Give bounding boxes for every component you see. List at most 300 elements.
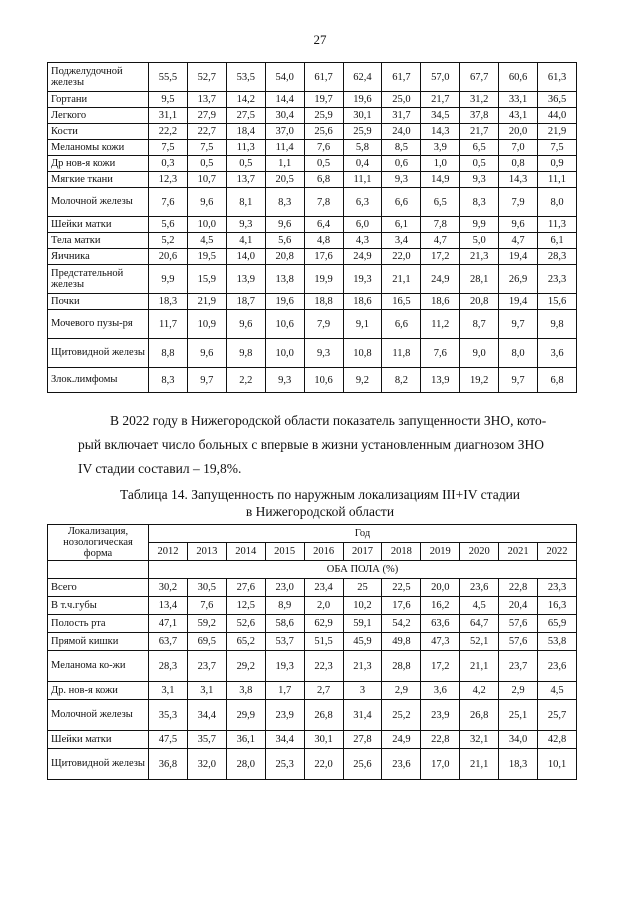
cell-value: 0,8 — [499, 156, 538, 172]
cell-value: 14,4 — [265, 92, 304, 108]
cell-value: 5,8 — [343, 140, 382, 156]
cell-value: 6,1 — [382, 217, 421, 233]
cell-value: 35,3 — [149, 700, 188, 731]
cell-value: 27,8 — [343, 731, 382, 749]
cell-value: 28,3 — [538, 249, 577, 265]
cell-value: 8,3 — [265, 188, 304, 217]
cell-value: 3,4 — [382, 233, 421, 249]
cell-value: 34,5 — [421, 108, 460, 124]
cell-value: 24,9 — [382, 731, 421, 749]
cell-value: 8,2 — [382, 368, 421, 393]
cell-value: 3,1 — [187, 682, 226, 700]
cell-value: 57,0 — [421, 63, 460, 92]
cell-value: 19,6 — [265, 294, 304, 310]
table-row — [48, 124, 577, 140]
cell-value: 24,9 — [421, 265, 460, 294]
cell-value: 7,6 — [421, 339, 460, 368]
cell-value: 8,3 — [149, 368, 188, 393]
cell-value: 19,6 — [343, 92, 382, 108]
cell-value: 25,0 — [382, 92, 421, 108]
cell-value: 12,5 — [226, 597, 265, 615]
cell-value: 18,3 — [149, 294, 188, 310]
cell-value: 52,6 — [226, 615, 265, 633]
cell-value: 14,0 — [226, 249, 265, 265]
year-header: 2021 — [499, 543, 538, 561]
cell-value: 5,6 — [265, 233, 304, 249]
cell-value: 18,3 — [499, 749, 538, 780]
table-row — [48, 108, 577, 124]
cell-value: 65,9 — [538, 615, 577, 633]
cell-value: 20,0 — [499, 124, 538, 140]
cell-value: 29,9 — [226, 700, 265, 731]
table-row — [48, 188, 577, 217]
cell-value: 27,5 — [226, 108, 265, 124]
cell-value: 6,3 — [343, 188, 382, 217]
cell-value: 9,3 — [460, 172, 499, 188]
table-external-sites-stage-3-4 — [47, 524, 577, 780]
cell-value: 9,1 — [343, 310, 382, 339]
cell-value: 34,4 — [265, 731, 304, 749]
cell-value: 60,6 — [499, 63, 538, 92]
row-label: Мягкие ткани — [48, 172, 149, 188]
table-row — [48, 749, 577, 780]
cell-value: 28,1 — [460, 265, 499, 294]
cell-value: 15,9 — [187, 265, 226, 294]
cell-value: 3,9 — [421, 140, 460, 156]
cell-value: 20,4 — [499, 597, 538, 615]
row-label: Молочной железы — [48, 188, 149, 217]
cell-value: 30,4 — [265, 108, 304, 124]
cell-value: 23,6 — [538, 651, 577, 682]
row-label: Мочевого пузы-ря — [48, 310, 149, 339]
table-row — [48, 140, 577, 156]
row-label: Др нов-я кожи — [48, 156, 149, 172]
cell-value: 62,4 — [343, 63, 382, 92]
cell-value: 43,1 — [499, 108, 538, 124]
cell-value: 6,5 — [460, 140, 499, 156]
cell-value: 23,0 — [265, 579, 304, 597]
cell-value: 10,6 — [304, 368, 343, 393]
cell-value: 7,5 — [187, 140, 226, 156]
cell-value: 23,6 — [382, 749, 421, 780]
cell-value: 23,3 — [538, 579, 577, 597]
year-header: 2022 — [538, 543, 577, 561]
cell-value: 8,7 — [460, 310, 499, 339]
cell-value: 21,7 — [421, 92, 460, 108]
cell-value: 35,7 — [187, 731, 226, 749]
cell-value: 61,7 — [304, 63, 343, 92]
cell-value: 62,9 — [304, 615, 343, 633]
cell-value: 7,8 — [421, 217, 460, 233]
cell-value: 64,7 — [460, 615, 499, 633]
cell-value: 7,8 — [304, 188, 343, 217]
cell-value: 34,0 — [499, 731, 538, 749]
cell-value: 30,1 — [304, 731, 343, 749]
page-number: 27 — [313, 32, 327, 47]
cell-value: 14,2 — [226, 92, 265, 108]
cell-value: 1,0 — [421, 156, 460, 172]
cell-value: 4,2 — [460, 682, 499, 700]
table-malignancy-neglect-by-site — [47, 62, 577, 393]
cell-value: 37,0 — [265, 124, 304, 140]
cell-value: 54,0 — [265, 63, 304, 92]
cell-value: 0,5 — [226, 156, 265, 172]
table-row — [48, 217, 577, 233]
cell-value: 22,7 — [187, 124, 226, 140]
cell-value: 17,2 — [421, 249, 460, 265]
cell-value: 8,8 — [149, 339, 188, 368]
cell-value: 37,8 — [460, 108, 499, 124]
cell-value: 6,5 — [421, 188, 460, 217]
cell-value: 9,6 — [499, 217, 538, 233]
cell-value: 2,7 — [304, 682, 343, 700]
cell-value: 4,7 — [421, 233, 460, 249]
cell-value: 14,9 — [421, 172, 460, 188]
cell-value: 17,0 — [421, 749, 460, 780]
cell-value: 9,7 — [499, 310, 538, 339]
cell-value: 26,8 — [304, 700, 343, 731]
cell-value: 5,6 — [149, 217, 188, 233]
cell-value: 13,8 — [265, 265, 304, 294]
cell-value: 32,0 — [187, 749, 226, 780]
cell-value: 14,3 — [421, 124, 460, 140]
cell-value: 17,6 — [304, 249, 343, 265]
cell-value: 20,5 — [265, 172, 304, 188]
cell-value: 15,6 — [538, 294, 577, 310]
row-label: Кости — [48, 124, 149, 140]
cell-value: 53,7 — [265, 633, 304, 651]
cell-value: 0,5 — [187, 156, 226, 172]
row-label: Предстательной железы — [48, 265, 149, 294]
table-row — [48, 597, 577, 615]
cell-value: 0,3 — [149, 156, 188, 172]
cell-value: 22,8 — [499, 579, 538, 597]
cell-value: 9,6 — [226, 310, 265, 339]
cell-value: 18,6 — [343, 294, 382, 310]
table-row — [48, 339, 577, 368]
cell-value: 30,2 — [149, 579, 188, 597]
cell-value: 4,5 — [460, 597, 499, 615]
cell-value: 3,6 — [421, 682, 460, 700]
cell-value: 8,0 — [499, 339, 538, 368]
cell-value: 22,8 — [421, 731, 460, 749]
cell-value: 1,1 — [265, 156, 304, 172]
row-label: Яичника — [48, 249, 149, 265]
cell-value: 57,6 — [499, 633, 538, 651]
cell-value: 16,5 — [382, 294, 421, 310]
cell-value: 13,7 — [187, 92, 226, 108]
year-header: 2017 — [343, 543, 382, 561]
cell-value: 23,7 — [187, 651, 226, 682]
cell-value: 9,3 — [382, 172, 421, 188]
cell-value: 25,9 — [304, 108, 343, 124]
cell-value: 27,9 — [187, 108, 226, 124]
cell-value: 59,1 — [343, 615, 382, 633]
cell-value: 2,2 — [226, 368, 265, 393]
cell-value: 3,8 — [226, 682, 265, 700]
cell-value: 53,8 — [538, 633, 577, 651]
cell-value: 20,8 — [265, 249, 304, 265]
cell-value: 63,6 — [421, 615, 460, 633]
cell-value: 27,6 — [226, 579, 265, 597]
cell-value: 19,4 — [499, 249, 538, 265]
paragraph-line-2: рый включает число больных с впервые в жизни установленным диагнозом ЗНО — [78, 437, 544, 452]
cell-value: 6,8 — [538, 368, 577, 393]
row-label: Злок.лимфомы — [48, 368, 149, 393]
cell-value: 19,7 — [304, 92, 343, 108]
row-label: Щитовидной железы — [48, 339, 149, 368]
table-row — [48, 368, 577, 393]
cell-value: 9,8 — [538, 310, 577, 339]
cell-value: 22,0 — [382, 249, 421, 265]
cell-value: 10,0 — [265, 339, 304, 368]
cell-value: 10,1 — [538, 749, 577, 780]
cell-value: 10,8 — [343, 339, 382, 368]
cell-value: 23,6 — [460, 579, 499, 597]
cell-value: 11,4 — [265, 140, 304, 156]
cell-value: 42,8 — [538, 731, 577, 749]
cell-value: 3 — [343, 682, 382, 700]
cell-value: 36,8 — [149, 749, 188, 780]
year-header: 2016 — [304, 543, 343, 561]
cell-value: 22,0 — [304, 749, 343, 780]
table-row — [48, 92, 577, 108]
cell-value: 0,9 — [538, 156, 577, 172]
row-label: Молочной железы — [48, 700, 149, 731]
cell-value: 36,1 — [226, 731, 265, 749]
cell-value: 10,9 — [187, 310, 226, 339]
cell-value: 9,5 — [149, 92, 188, 108]
cell-value: 20,0 — [421, 579, 460, 597]
cell-value: 47,3 — [421, 633, 460, 651]
cell-value: 21,1 — [460, 651, 499, 682]
cell-value: 11,2 — [421, 310, 460, 339]
cell-value: 59,2 — [187, 615, 226, 633]
cell-value: 11,3 — [226, 140, 265, 156]
cell-value: 0,6 — [382, 156, 421, 172]
cell-value: 31,2 — [460, 92, 499, 108]
cell-value: 19,5 — [187, 249, 226, 265]
cell-value: 7,5 — [538, 140, 577, 156]
cell-value: 9,6 — [187, 339, 226, 368]
cell-value: 24,0 — [382, 124, 421, 140]
cell-value: 18,8 — [304, 294, 343, 310]
cell-value: 9,7 — [499, 368, 538, 393]
cell-value: 17,6 — [382, 597, 421, 615]
row-label: Меланома ко-жи — [48, 651, 149, 682]
cell-value: 7,5 — [149, 140, 188, 156]
cell-value: 22,5 — [382, 579, 421, 597]
row-label: Легкого — [48, 108, 149, 124]
cell-value: 5,0 — [460, 233, 499, 249]
cell-value: 9,9 — [149, 265, 188, 294]
cell-value: 4,3 — [343, 233, 382, 249]
cell-value: 31,4 — [343, 700, 382, 731]
year-header: 2018 — [382, 543, 421, 561]
cell-value: 7,9 — [304, 310, 343, 339]
cell-value: 14,3 — [499, 172, 538, 188]
cell-value: 8,0 — [538, 188, 577, 217]
cell-value: 0,5 — [304, 156, 343, 172]
cell-value: 52,7 — [187, 63, 226, 92]
cell-value: 30,1 — [343, 108, 382, 124]
row-label: Поджелудочной железы — [48, 63, 149, 92]
cell-value: 9,3 — [226, 217, 265, 233]
cell-value: 2,9 — [499, 682, 538, 700]
cell-value: 19,9 — [304, 265, 343, 294]
cell-value: 31,7 — [382, 108, 421, 124]
cell-value: 28,0 — [226, 749, 265, 780]
cell-value: 61,3 — [538, 63, 577, 92]
row-label: Шейки матки — [48, 731, 149, 749]
cell-value: 25,6 — [304, 124, 343, 140]
year-header: 2012 — [149, 543, 188, 561]
cell-value: 9,7 — [187, 368, 226, 393]
cell-value: 12,3 — [149, 172, 188, 188]
group-both-sexes: ОБА ПОЛА (%) — [149, 561, 577, 579]
cell-value: 11,1 — [538, 172, 577, 188]
caption-line-2: в Нижегородской области — [245, 504, 395, 519]
cell-value: 44,0 — [538, 108, 577, 124]
cell-value: 11,3 — [538, 217, 577, 233]
cell-value: 61,7 — [382, 63, 421, 92]
cell-value: 28,8 — [382, 651, 421, 682]
cell-value: 9,8 — [226, 339, 265, 368]
cell-value: 9,6 — [265, 217, 304, 233]
cell-value: 9,3 — [265, 368, 304, 393]
cell-value: 0,5 — [460, 156, 499, 172]
cell-value: 58,6 — [265, 615, 304, 633]
cell-value: 10,2 — [343, 597, 382, 615]
cell-value: 47,5 — [149, 731, 188, 749]
cell-value: 10,7 — [187, 172, 226, 188]
cell-value: 33,1 — [499, 92, 538, 108]
cell-value: 6,1 — [538, 233, 577, 249]
cell-value: 11,1 — [343, 172, 382, 188]
cell-value: 17,2 — [421, 651, 460, 682]
cell-value: 45,9 — [343, 633, 382, 651]
row-label: Прямой кишки — [48, 633, 149, 651]
cell-value: 55,5 — [149, 63, 188, 92]
cell-value: 6,6 — [382, 188, 421, 217]
cell-value: 13,4 — [149, 597, 188, 615]
cell-value: 21,3 — [343, 651, 382, 682]
cell-value: 8,5 — [382, 140, 421, 156]
cell-value: 25,7 — [538, 700, 577, 731]
cell-value: 9,0 — [460, 339, 499, 368]
cell-value: 21,1 — [460, 749, 499, 780]
cell-value: 9,6 — [187, 188, 226, 217]
cell-value: 3,6 — [538, 339, 577, 368]
cell-value: 24,9 — [343, 249, 382, 265]
table-row — [48, 63, 577, 92]
caption-line-1: Таблица 14. Запущенность по наружным локализациям III+IV стадии — [119, 487, 521, 502]
cell-value: 23,3 — [538, 265, 577, 294]
cell-value: 49,8 — [382, 633, 421, 651]
cell-value: 21,9 — [187, 294, 226, 310]
table-row — [48, 265, 577, 294]
table-row — [48, 651, 577, 682]
cell-value: 21,1 — [382, 265, 421, 294]
row-label: Почки — [48, 294, 149, 310]
cell-value: 9,9 — [460, 217, 499, 233]
header-localization: Локализация, нозологическая форма — [48, 525, 149, 561]
header-year: Год — [149, 525, 577, 543]
cell-value: 13,7 — [226, 172, 265, 188]
cell-value: 26,9 — [499, 265, 538, 294]
cell-value: 16,3 — [538, 597, 577, 615]
cell-value: 6,0 — [343, 217, 382, 233]
cell-value: 21,7 — [460, 124, 499, 140]
cell-value: 7,0 — [499, 140, 538, 156]
cell-value: 19,4 — [499, 294, 538, 310]
cell-value: 23,9 — [265, 700, 304, 731]
cell-value: 11,7 — [149, 310, 188, 339]
cell-value: 7,6 — [149, 188, 188, 217]
cell-value: 31,1 — [149, 108, 188, 124]
cell-value: 47,1 — [149, 615, 188, 633]
cell-value: 23,9 — [421, 700, 460, 731]
cell-value: 6,8 — [304, 172, 343, 188]
cell-value: 52,1 — [460, 633, 499, 651]
cell-value: 8,3 — [460, 188, 499, 217]
cell-value: 23,4 — [304, 579, 343, 597]
cell-value: 10,6 — [265, 310, 304, 339]
cell-value: 26,8 — [460, 700, 499, 731]
cell-value: 36,5 — [538, 92, 577, 108]
cell-value: 9,2 — [343, 368, 382, 393]
paragraph-line-3: IV стадии составил – 19,8%. — [78, 461, 242, 476]
cell-value: 57,6 — [499, 615, 538, 633]
cell-value: 28,3 — [149, 651, 188, 682]
cell-value: 19,3 — [265, 651, 304, 682]
cell-value: 51,5 — [304, 633, 343, 651]
year-header: 2020 — [460, 543, 499, 561]
cell-value: 8,1 — [226, 188, 265, 217]
row-label: Шейки матки — [48, 217, 149, 233]
table-row — [48, 249, 577, 265]
cell-value: 25,2 — [382, 700, 421, 731]
row-label: Щитовидной железы — [48, 749, 149, 780]
table-row — [48, 156, 577, 172]
cell-value: 20,6 — [149, 249, 188, 265]
cell-value: 23,7 — [499, 651, 538, 682]
cell-value: 25,9 — [343, 124, 382, 140]
table-row — [48, 633, 577, 651]
cell-value: 29,2 — [226, 651, 265, 682]
table-row — [48, 731, 577, 749]
cell-value: 4,1 — [226, 233, 265, 249]
cell-value: 25 — [343, 579, 382, 597]
row-label: Всего — [48, 579, 149, 597]
year-header: 2014 — [226, 543, 265, 561]
cell-value: 4,8 — [304, 233, 343, 249]
cell-value: 69,5 — [187, 633, 226, 651]
table-row — [48, 310, 577, 339]
cell-value: 4,5 — [187, 233, 226, 249]
cell-value: 25,1 — [499, 700, 538, 731]
cell-value: 2,0 — [304, 597, 343, 615]
cell-value: 21,3 — [460, 249, 499, 265]
cell-value: 18,4 — [226, 124, 265, 140]
cell-value: 67,7 — [460, 63, 499, 92]
cell-value: 13,9 — [226, 265, 265, 294]
cell-value: 25,3 — [265, 749, 304, 780]
cell-value: 22,2 — [149, 124, 188, 140]
table-caption — [0, 486, 640, 520]
row-label: Полость рта — [48, 615, 149, 633]
cell-value: 53,5 — [226, 63, 265, 92]
